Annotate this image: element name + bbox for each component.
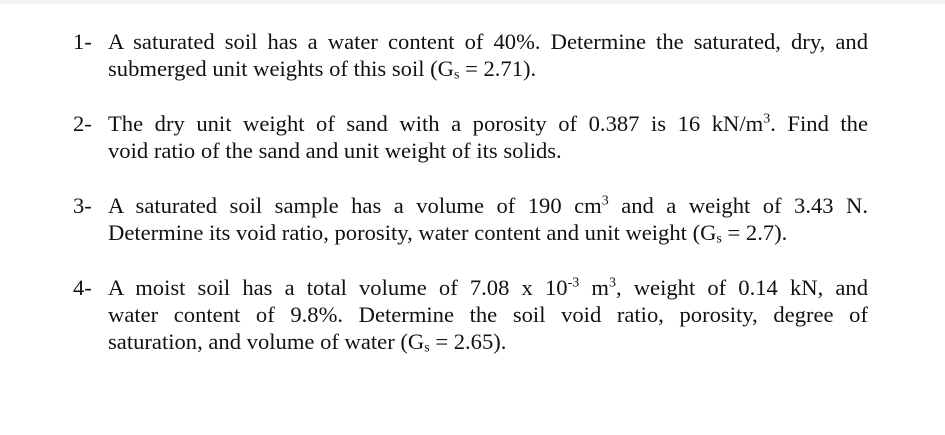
- text-segment: and a weight of 3.43 N.: [608, 193, 869, 218]
- problem-text: [108, 274, 868, 355]
- text-segment: submerged unit weights of this soil (G: [108, 56, 454, 81]
- text-segment: , weight of 0.14 kN, and: [615, 275, 868, 300]
- text-segment: Determine its void ratio, porosity, water content and unit weight (G: [108, 220, 717, 245]
- text-segment: The dry unit weight of sand with a porosity of 0.387 is 16 kN/m: [108, 111, 764, 136]
- superscript: 3: [608, 275, 616, 291]
- problem-text: [108, 28, 868, 82]
- problem-list: [73, 28, 868, 355]
- top-border: [0, 0, 945, 4]
- superscript: 3: [601, 193, 609, 209]
- text-segment: = 2.7).: [721, 220, 788, 245]
- problem-line: [108, 219, 868, 246]
- problem-text: [108, 110, 868, 164]
- text-segment: void ratio of the sand and unit weight of its solids.: [108, 138, 562, 163]
- problem-2: [73, 110, 868, 164]
- problem-line: [108, 274, 868, 301]
- text-segment: A saturated soil has a water content of 40%. Determine the saturated, dry, and: [108, 29, 868, 54]
- problem-line: [108, 28, 868, 55]
- problem-number: 2-: [73, 111, 92, 136]
- subscript: s: [454, 67, 460, 83]
- problem-4: [73, 274, 868, 355]
- problem-number: 1-: [73, 29, 92, 54]
- text-segment: saturation, and volume of water (G: [108, 329, 425, 354]
- subscript: s: [716, 231, 722, 247]
- problem-number: 3-: [73, 193, 92, 218]
- text-segment: = 2.65).: [429, 329, 507, 354]
- problem-line: [108, 301, 868, 328]
- text-segment: . Find the: [770, 111, 869, 136]
- superscript: 3: [763, 111, 771, 127]
- text-segment: = 2.71).: [459, 56, 537, 81]
- superscript: -3: [567, 275, 580, 291]
- problem-line: [108, 328, 868, 355]
- problem-line: [108, 55, 868, 82]
- subscript: s: [424, 340, 430, 356]
- text-segment: water content of 9.8%. Determine the soil void ratio, porosity, degree of: [108, 302, 868, 327]
- problem-number: 4-: [73, 275, 92, 300]
- problem-line: [108, 192, 868, 219]
- problem-text: [108, 192, 868, 246]
- text-segment: A moist soil has a total volume of 7.08 x 10: [108, 275, 568, 300]
- problem-line: [108, 137, 868, 164]
- problem-1: [73, 28, 868, 82]
- problem-3: [73, 192, 868, 246]
- text-segment: A saturated soil sample has a volume of 190 cm: [108, 193, 602, 218]
- problem-line: [108, 110, 868, 137]
- text-segment: m: [579, 275, 609, 300]
